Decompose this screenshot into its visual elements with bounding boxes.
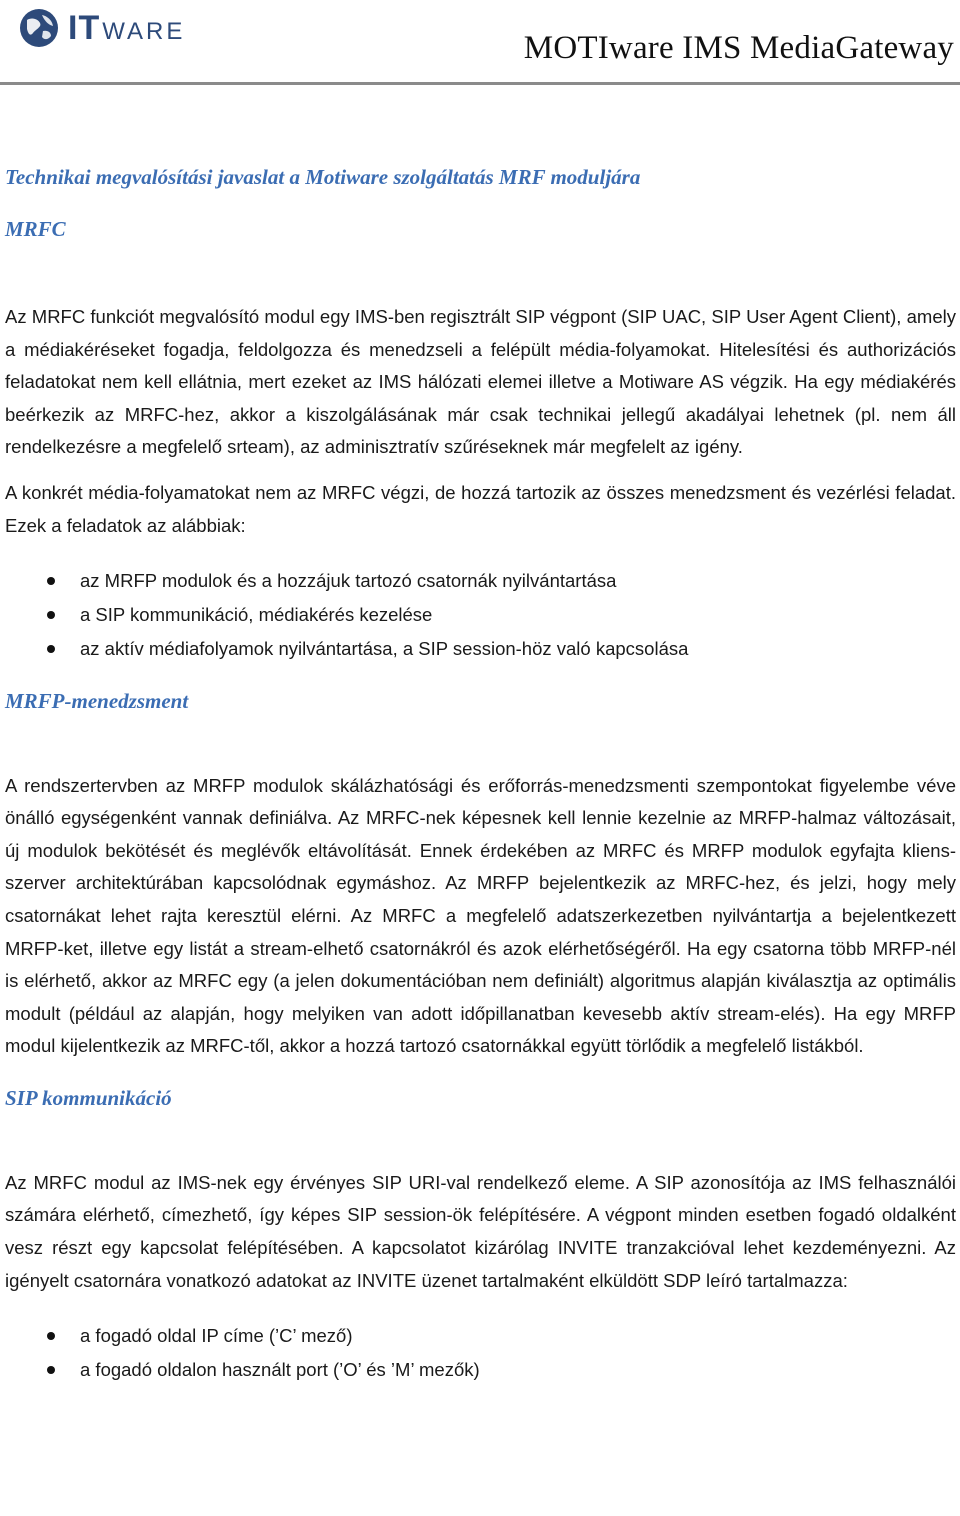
header-divider — [0, 82, 960, 85]
list-item-text: az MRFP modulok és a hozzájuk tartozó csatornák nyilvántartása — [80, 570, 617, 592]
mrfc-task-list — [5, 564, 956, 665]
document-title: Technikai megvalósítási javaslat a Motiware szolgáltatás MRF moduljára — [5, 165, 641, 189]
logo-it-text: IT — [68, 8, 101, 47]
list-item — [5, 632, 956, 666]
logo-ware-text: WARE — [102, 17, 186, 45]
document-body — [5, 160, 956, 1387]
list-item-text: az aktív médiafolyamok nyilvántartása, a SIP session-höz való kapcsolása — [80, 637, 689, 659]
globe-logo-icon — [18, 7, 60, 49]
bullet-icon — [47, 1366, 55, 1374]
paragraph-sip: Az MRFC modul az IMS-nek egy érvényes SIP URI-val rendelkező eleme. A SIP azonosítója az IMS felhasználói számára elérhető, címezhető, így képes SIP session-ök felépítésére. A végpont minden esetben fogadó oldalként vesz részt egy kapcsolat felépítésében. A kapcsolatot kizárólag INVITE tranzakcióval lehet kezdeményezni. Az igényelt csatornára vonatkozó adatokat az INVITE üzenet tartalmaként elküldött SDP leíró tartalmazza: — [5, 1171, 956, 1291]
list-item-text: a SIP kommunikáció, médiakérés kezelése — [80, 603, 433, 625]
paragraph-mrfc-intro: Az MRFC funkciót megvalósító modul egy IMS-ben regisztrált SIP végpont (SIP UAC, SIP User Agent Client), amely a médiakéréseket fogadja, feldolgozza és menedzseli a felépült média-folyamokat. Hitelesítési és authorizációs feladatokat nem kell ellátnia, mert ezeket az IMS hálózati elemei illetve a Motiware AS végzik. Ha egy médiakérés beérkezik az MRFC-hez, akkor a kiszolgálásának már csak technikai jellegű akadályai lehetnek (pl. nem áll rendelkezésre a megfelelő srteam), az adminisztratív szűréseknek már megfelelt az igény. — [5, 306, 956, 458]
list-item — [5, 1319, 956, 1353]
paragraph-mrfc-tasks: A konkrét média-folyamatokat nem az MRFC végzi, de hozzá tartozik az összes menedzsment és vezérlési feladat. Ezek a feladatok az alábbiak: — [5, 481, 956, 536]
section-heading-mrfp-management: MRFP-menedzsment — [5, 688, 189, 713]
itware-logo — [18, 8, 185, 48]
bullet-icon — [47, 645, 55, 653]
list-item-text: a fogadó oldalon használt port (’O’ és ’M’ mezők) — [80, 1359, 480, 1381]
list-item — [5, 598, 956, 632]
page-header — [0, 0, 960, 86]
sdp-field-list — [5, 1319, 956, 1387]
logo-wordmark — [68, 9, 185, 48]
document-header-title: MOTIware IMS MediaGateway — [523, 30, 954, 66]
list-item — [5, 1353, 956, 1387]
bullet-icon — [47, 577, 55, 585]
section-heading-sip: SIP kommunikáció — [5, 1085, 172, 1110]
list-item — [5, 564, 956, 598]
section-heading-mrfc: MRFC — [5, 217, 66, 241]
paragraph-mrfp-management: A rendszertervben az MRFP modulok skálázhatósági és erőforrás-menedzsmenti szempontokat figyelembe véve önálló egységenként vannak definiálva. Az MRFC-nek képesnek kell lennie kezelnie az MRFP-halmaz változásait, új modulok bekötését és meglévők eltávolítását. Ennek érdekében az MRFC és MRFP modulok egyfajta kliens-szerver architektúrában kapcsolódnak egymáshoz. Az MRFP bejelentkezik az MRFC-hez, és jelzi, hogy mely csatornákat lehet rajta keresztül elérni. Az MRFC a megfelelő adatszerkezetben nyilvántartja a bejelentkezett MRFP-ket, illetve egy listát a stream-elhető csatornákról és azok elérhetőségéről. Ha egy csatorna több MRFP-nél is elérhető, akkor az MRFC egy (a jelen dokumentációban nem definiált) algoritmus alapján kiválasztja az optimális modult (például az alapján, hogy melyiken van adott időpillanatban kevesebb aktív stream-elés). Ha egy MRFP modul kijelentkezik az MRFC-től, akkor a hozzá tartozó csatornákkal együtt törlődik a megfelelő listákból. — [5, 774, 956, 1057]
list-item-text: a fogadó oldal IP címe (’C’ mező) — [80, 1325, 353, 1347]
bullet-icon — [47, 1332, 55, 1340]
bullet-icon — [47, 611, 55, 619]
